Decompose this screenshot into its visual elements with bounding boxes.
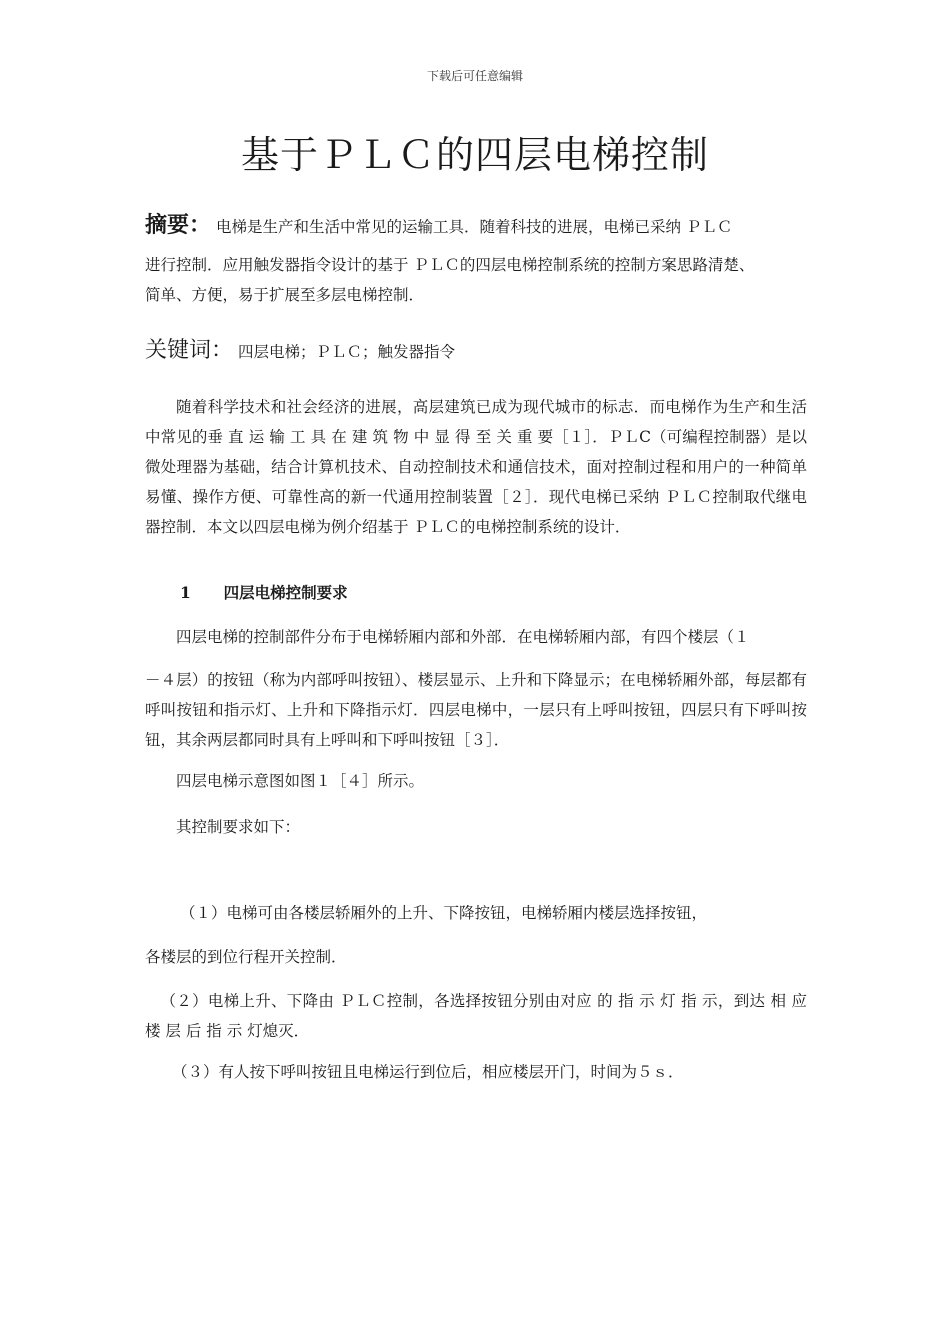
keywords-text: 四层电梯；ＰＬＣ；触发器指令 [237, 343, 455, 361]
section-1-para-1-rest: －４层）的按钮（称为内部呼叫按钮）、楼层显示、上升和下降显示；在电梯轿厢外部，每层都有呼叫按钮和指示灯、上升和下降指示灯．四层电梯中，一层只有上呼叫按钮，四层只有下呼叫按钮，其余两层都同时具有上呼叫和下呼叫按钮［３］． [145, 671, 807, 749]
document-title: 基于ＰＬＣ的四层电梯控制 [240, 133, 709, 177]
requirement-2: （２）电梯上升、下降由 ＰＬＣ控制，各选择按钮分别由对应 的 指 示 灯 指 示，到达 相 应 楼 层 后 指 示 灯熄灭． [145, 992, 807, 1040]
requirement-1-line-2: 各楼层的到位行程开关控制． [145, 948, 347, 966]
requirement-1-line-1: （１）电梯可由各楼层轿厢外的上升、下降按钮，电梯轿厢内楼层选择按钮， [180, 904, 708, 922]
keywords-line [145, 336, 807, 367]
section-1-number: 1 [180, 583, 191, 602]
abstract-line-2: 进行控制．应用触发器指令设计的基于 ＰＬＣ的四层电梯控制系统的控制方案思路清楚、 [145, 256, 755, 274]
section-1-para-2: 四层电梯示意图如图１［４］所示。 [176, 772, 425, 790]
abstract-text-1: 电梯是生产和生活中常见的运输工具．随着科技的进展，电梯已采纳 ＰＬＣ [215, 218, 733, 236]
section-1-para-1-line-1: 四层电梯的控制部件分布于电梯轿厢内部和外部．在电梯轿厢内部，有四个楼层（１ [176, 628, 750, 646]
page-header-note: 下载后可任意编辑 [426, 69, 523, 83]
section-1-para-3: 其控制要求如下： [176, 818, 301, 836]
requirement-3: （３）有人按下呼叫按钮且电梯运行到位后，相应楼层开门，时间为５ｓ． [172, 1063, 684, 1081]
abstract-line-3: 简单、方便，易于扩展至多层电梯控制． [145, 286, 425, 304]
intro-paragraph: 随着科学技术和社会经济的进展，高层建筑已成为现代城市的标志．而电梯作为生产和生活中常见的垂 直 运 输 工 具 在 建 筑 物 中 显 得 至 关 重 要［１］．ＰＬC（可编程控制器）是以微处理器为基础，结合计算机技术、自动控制技术和通信技术，面对控制过程和用户的一种简单易懂、操作方便、可靠性高的新一代通用控制装置［２］．现代电梯已采纳 ＰＬＣ控制取代继电器控制．本文以四层电梯为例介绍基于 ＰＬＣ的电梯控制系统的设计． [145, 398, 807, 536]
section-1-heading [180, 578, 842, 608]
abstract-line-1 [145, 211, 807, 242]
keywords-label: 关键词： [145, 338, 234, 363]
abstract-label: 摘要： [145, 213, 212, 238]
section-1-title: 四层电梯控制要求 [223, 583, 348, 602]
